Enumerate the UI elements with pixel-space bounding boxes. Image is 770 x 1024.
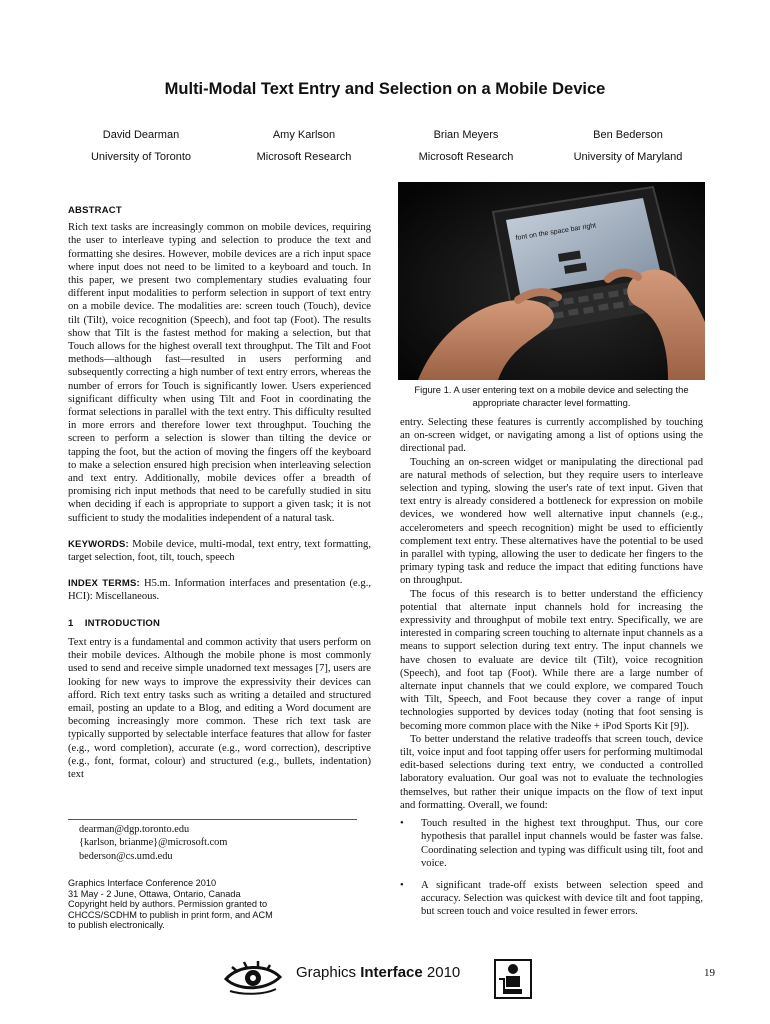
paragraph: Touching an on-screen widget or manipulating the directional pad are natural methods of selection, but they require users to interleave selection and typing, slowing the user's rate of text input. Given that text entry is already considered a bottleneck for expression on mobile devices, we wondered how well alternative input channels (e.g., accelerometers and speech recognition) might be used to efficiently complement text entry. These alternatives have the potential to be used in parallel with typing, allowing the user to dedicate her fingers to the primary typing task and reduce the impact that editing functions have on throughput. xyxy=(400,456,703,587)
index-terms-text: H5.m. Information interfaces and presentation (e.g., HCI): Miscellaneous. xyxy=(68,578,371,603)
paragraph: The focus of this research is to better understand the efficiency potential that alternate input channels hold for increasing the expressivity and throughput of mobile text entry. Specifically, we are interested in comparing screen touching to alternate input channels as a means to support selection during text entry. The input channels we have chosen to evaluate are device tilt (Tilt), voice recognition (Speech), and foot tap (Foot). While there are a large number of alternate input channels that we could explore, we compared Touch with Tilt, Speech, and Foot because they cover a range of input technologies supported by devices today (noting that foot sensing is becoming more common place with the Nike + iPod Sports Kit [9]). xyxy=(400,588,703,732)
footnote-rule xyxy=(68,819,357,820)
conference-notice xyxy=(68,878,368,931)
author-affiliation: Microsoft Research xyxy=(418,151,514,163)
section-number: 1 xyxy=(68,617,74,629)
bullet-text: A significant trade-off exists between selection speed and accuracy. Selection was quickest with device tilt and foot tapping, but screen touch and voice resulted in fewer errors. xyxy=(421,879,703,918)
abstract-text: Rich text tasks are increasingly common on mobile devices, requiring the user to interleave typing and selection to produce the text and formatting she desires. However, mobile devices are a rich input space where input does not need to be limited to a keyboard and touch. In this paper, we present two complementary studies evaluating four different input modalities to perform selection in support of text entry on a mobile device. The modalities are: screen touch (Touch), device tilt (Tilt), voice recognition (Speech), and foot tap (Foot). The results show that Tilt is the fastest method for making a selection, but that Touch allows for the highest overall text throughput. The Tilt and Foot methods—although fast—resulted in users performing and subsequently correcting a high number of text entry errors, whereas the number of errors for Touch is significantly lower. Users experienced significant difficulty when using Tilt and Foot in coordinating the format selections in parallel with the text entry. This difficulty resulted in more errors and therefore lower text throughput. Touching the screen to perform a selection is slower than tilting the device or tapping the foot, but the action of moving the fingers off the keyboard to make a selection ensured high precision when interleaving selection and text entry. Additionally, mobile devices offer a breadth of promising rich input methods that need to be carefully studied in situ when deciding if each is appropriate to support a given task; it is not sufficient to study the modalities independent of a natural task. xyxy=(68,222,371,524)
keywords xyxy=(68,538,371,564)
bullet-item xyxy=(400,817,703,870)
graphics-interface-logo xyxy=(296,964,460,981)
logo-year: 2010 xyxy=(422,964,461,981)
email-list xyxy=(79,823,227,863)
intro-text: Text entry is a fundamental and common activity that users perform on their mobile devices. Although the mobile phone is most commonly used to send and receive simple unadorned text messages [7], users are looking for new ways to improve the expressivity their devices can afford. Rich text entry tasks such as writing a detailed and structured email, posting an update to a Blog, and editing a Word document are becoming increasingly more common. These rich text task are typically supported by selectable interface features that allow for faster (e.g., word completion), accurate (e.g., word correction), descriptive (e.g., font, format, colour) and structured (e.g., bullets, indentation) text xyxy=(68,636,371,780)
figure-caption: Figure 1. A user entering text on a mobile device and selecting the appropriate character level formatting. xyxy=(414,384,689,408)
author-name: David Dearman xyxy=(102,129,180,141)
abstract-heading: ABSTRACT xyxy=(68,205,122,216)
email: dearman@dgp.toronto.edu xyxy=(79,824,190,835)
email: {karlson, brianme}@microsoft.com xyxy=(79,837,228,849)
logo-word-bold: Interface xyxy=(360,964,423,981)
eye-logo-icon xyxy=(222,957,284,997)
screen-text: font on the space bar right xyxy=(515,222,597,242)
author-name: Ben Bederson xyxy=(593,129,663,141)
index-terms xyxy=(68,577,371,603)
conference-line: 31 May - 2 June, Ottawa, Ontario, Canada xyxy=(68,888,241,899)
author-name: Brian Meyers xyxy=(433,129,499,141)
bullet-symbol: • xyxy=(400,879,404,891)
bullet-symbol: • xyxy=(400,818,404,830)
intro-heading xyxy=(68,617,371,630)
figure-1-photo xyxy=(398,182,705,380)
person-at-computer-logo-icon xyxy=(494,959,532,999)
bullet-text: Touch resulted in the highest text throughput. Thus, our core hypothesis that parallel input channels would be faster was false. Coordinating selection and typing was difficult using tilt, foot and voice. xyxy=(421,818,703,869)
author-name: Amy Karlson xyxy=(272,129,336,141)
author-affiliation: University of Toronto xyxy=(90,151,192,163)
paragraph: entry. Selecting these features is currently accomplished by touching an on-screen widget, or navigating among a list of options using the directional pad. xyxy=(400,417,703,455)
email: bederson@cs.umd.edu xyxy=(79,850,173,862)
page-number: 19 xyxy=(704,967,715,979)
author-affiliation: Microsoft Research xyxy=(256,151,352,163)
author-affiliation: University of Maryland xyxy=(573,151,683,163)
right-column xyxy=(400,416,703,919)
paragraph: To better understand the relative tradeoffs that screen touch, device tilt, voice input and foot tapping offer users for performing multimodal edit-based selections during text entry, we conducted a controlled laboratory evaluation. Our goal was not to evaluate the technologies themselves, but rather their unique impacts on the flow of text input and formatting. Overall, we found: xyxy=(400,733,703,811)
left-column xyxy=(68,204,371,781)
logo-word: Graphics xyxy=(296,964,361,981)
bullet-item xyxy=(400,879,703,919)
conference-line: Copyright held by authors. Permission granted to xyxy=(68,899,268,910)
section-title: INTRODUCTION xyxy=(84,617,161,629)
photo-illustration xyxy=(398,182,705,380)
keywords-label: KEYWORDS: xyxy=(68,538,129,550)
keywords-text: Mobile device, multi-modal, text entry, text formatting, target selection, foot, tilt, touch, speech xyxy=(68,538,371,564)
conference-line: Graphics Interface Conference 2010 xyxy=(68,878,217,888)
conference-line: to publish electronically. xyxy=(68,920,165,931)
conference-line: CHCCS/SCDHM to publish in print form, and ACM xyxy=(68,909,273,920)
index-terms-label: INDEX TERMS: xyxy=(68,578,140,590)
paper-title: Multi-Modal Text Entry and Selection on a Mobile Device xyxy=(164,80,606,98)
